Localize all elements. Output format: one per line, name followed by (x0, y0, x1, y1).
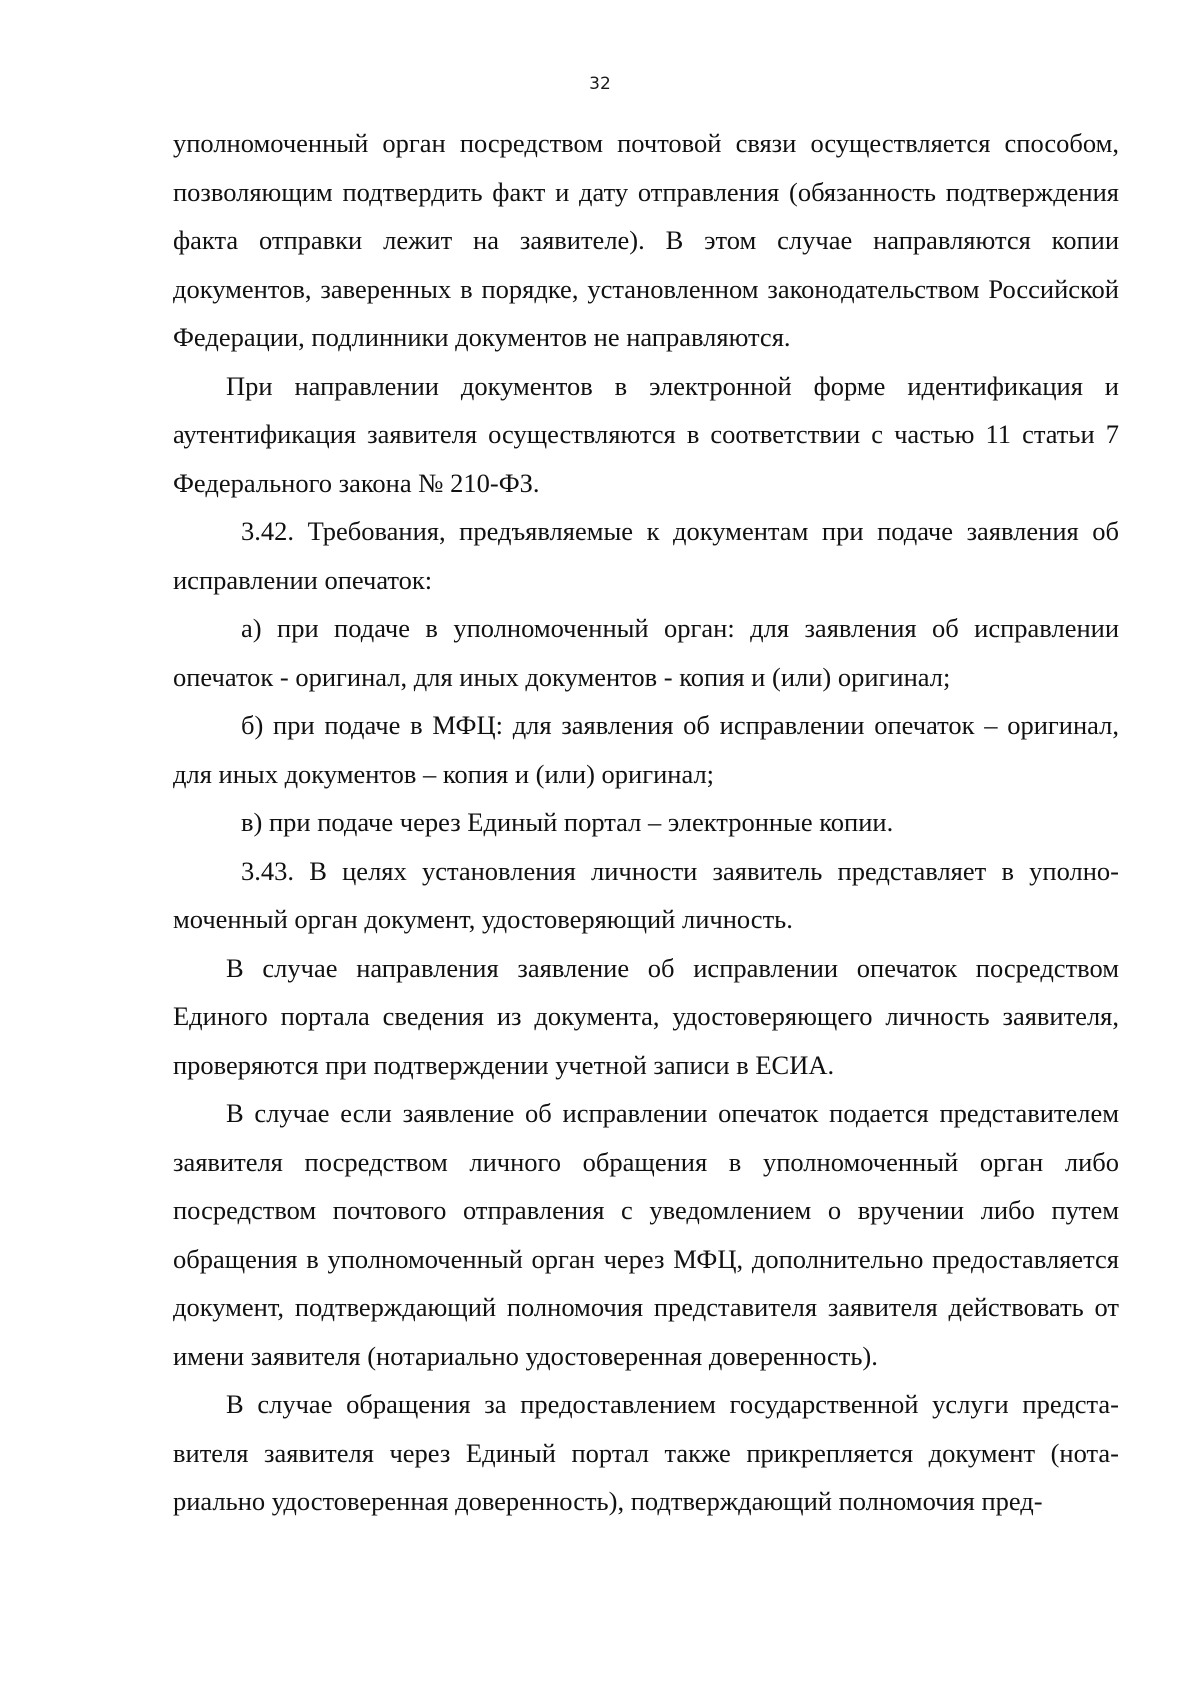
paragraph-9: В случае если заявление об исправлении опечаток подается представителем заявителя посредством личного обращения в уполномоченный орган либо посредством почтового отправления с уведомлением о вручении либо путем обращения в уполномоченный орган через МФЦ, дополнительно предоставляется документ, подтверждающий полномочия представителя заявителя действовать от имени заявителя (нотариально удостоверенная доверенность). (173, 1098, 1119, 1371)
page-number: 32 (589, 74, 611, 94)
paragraph-8: В случае направления заявление об исправлении опечаток посредством Единого портала сведения из документа, удостоверяющего личность заявителя, проверяются при подтверждении учетной записи в ЕСИА. (173, 952, 1119, 1080)
document-body (173, 119, 1119, 1526)
paragraph-3: 3.42. Требования, предъявляемые к документам при подаче заявления об исправлении опечаток: (173, 516, 1119, 595)
paragraph-7: 3.43. В целях установления личности заявитель представляет в уполномоченный орган документ, удостоверяющий личность. (173, 855, 1119, 934)
paragraph-10: В случае обращения за предоставлением государственной услуги представителя заявителя через Единый портал также прикрепляется документ (нотариально удостоверенная доверенность), подтверждающий полномочия пред- (173, 1389, 1119, 1516)
paragraph-5: б) при подаче в МФЦ: для заявления об исправлении опечаток – оригинал, для иных документов – копия и (или) оригинал; (173, 710, 1119, 789)
paragraph-1: уполномоченный орган посредством почтовой связи осуществляется способом, позволяющим подтвердить факт и дату отправления (обязанность подтверждения факта отправки лежит на заявителе). В этом случае направляются копии документов, заверенных в порядке, установленном законодательством Российской Федерации, подлинники документов не направляются. (173, 128, 1119, 352)
paragraph-4: а) при подаче в уполномоченный орган: для заявления об исправлении опечаток - оригинал, для иных документов - копия и (или) оригинал; (173, 613, 1119, 692)
paragraph-6: в) при подаче через Единый портал – электронные копии. (241, 807, 894, 837)
paragraph-2: При направлении документов в электронной форме идентификация и аутентификация заявителя осуществляются в соответствии с частью 11 статьи 7 Федерального закона № 210-ФЗ. (173, 370, 1119, 498)
